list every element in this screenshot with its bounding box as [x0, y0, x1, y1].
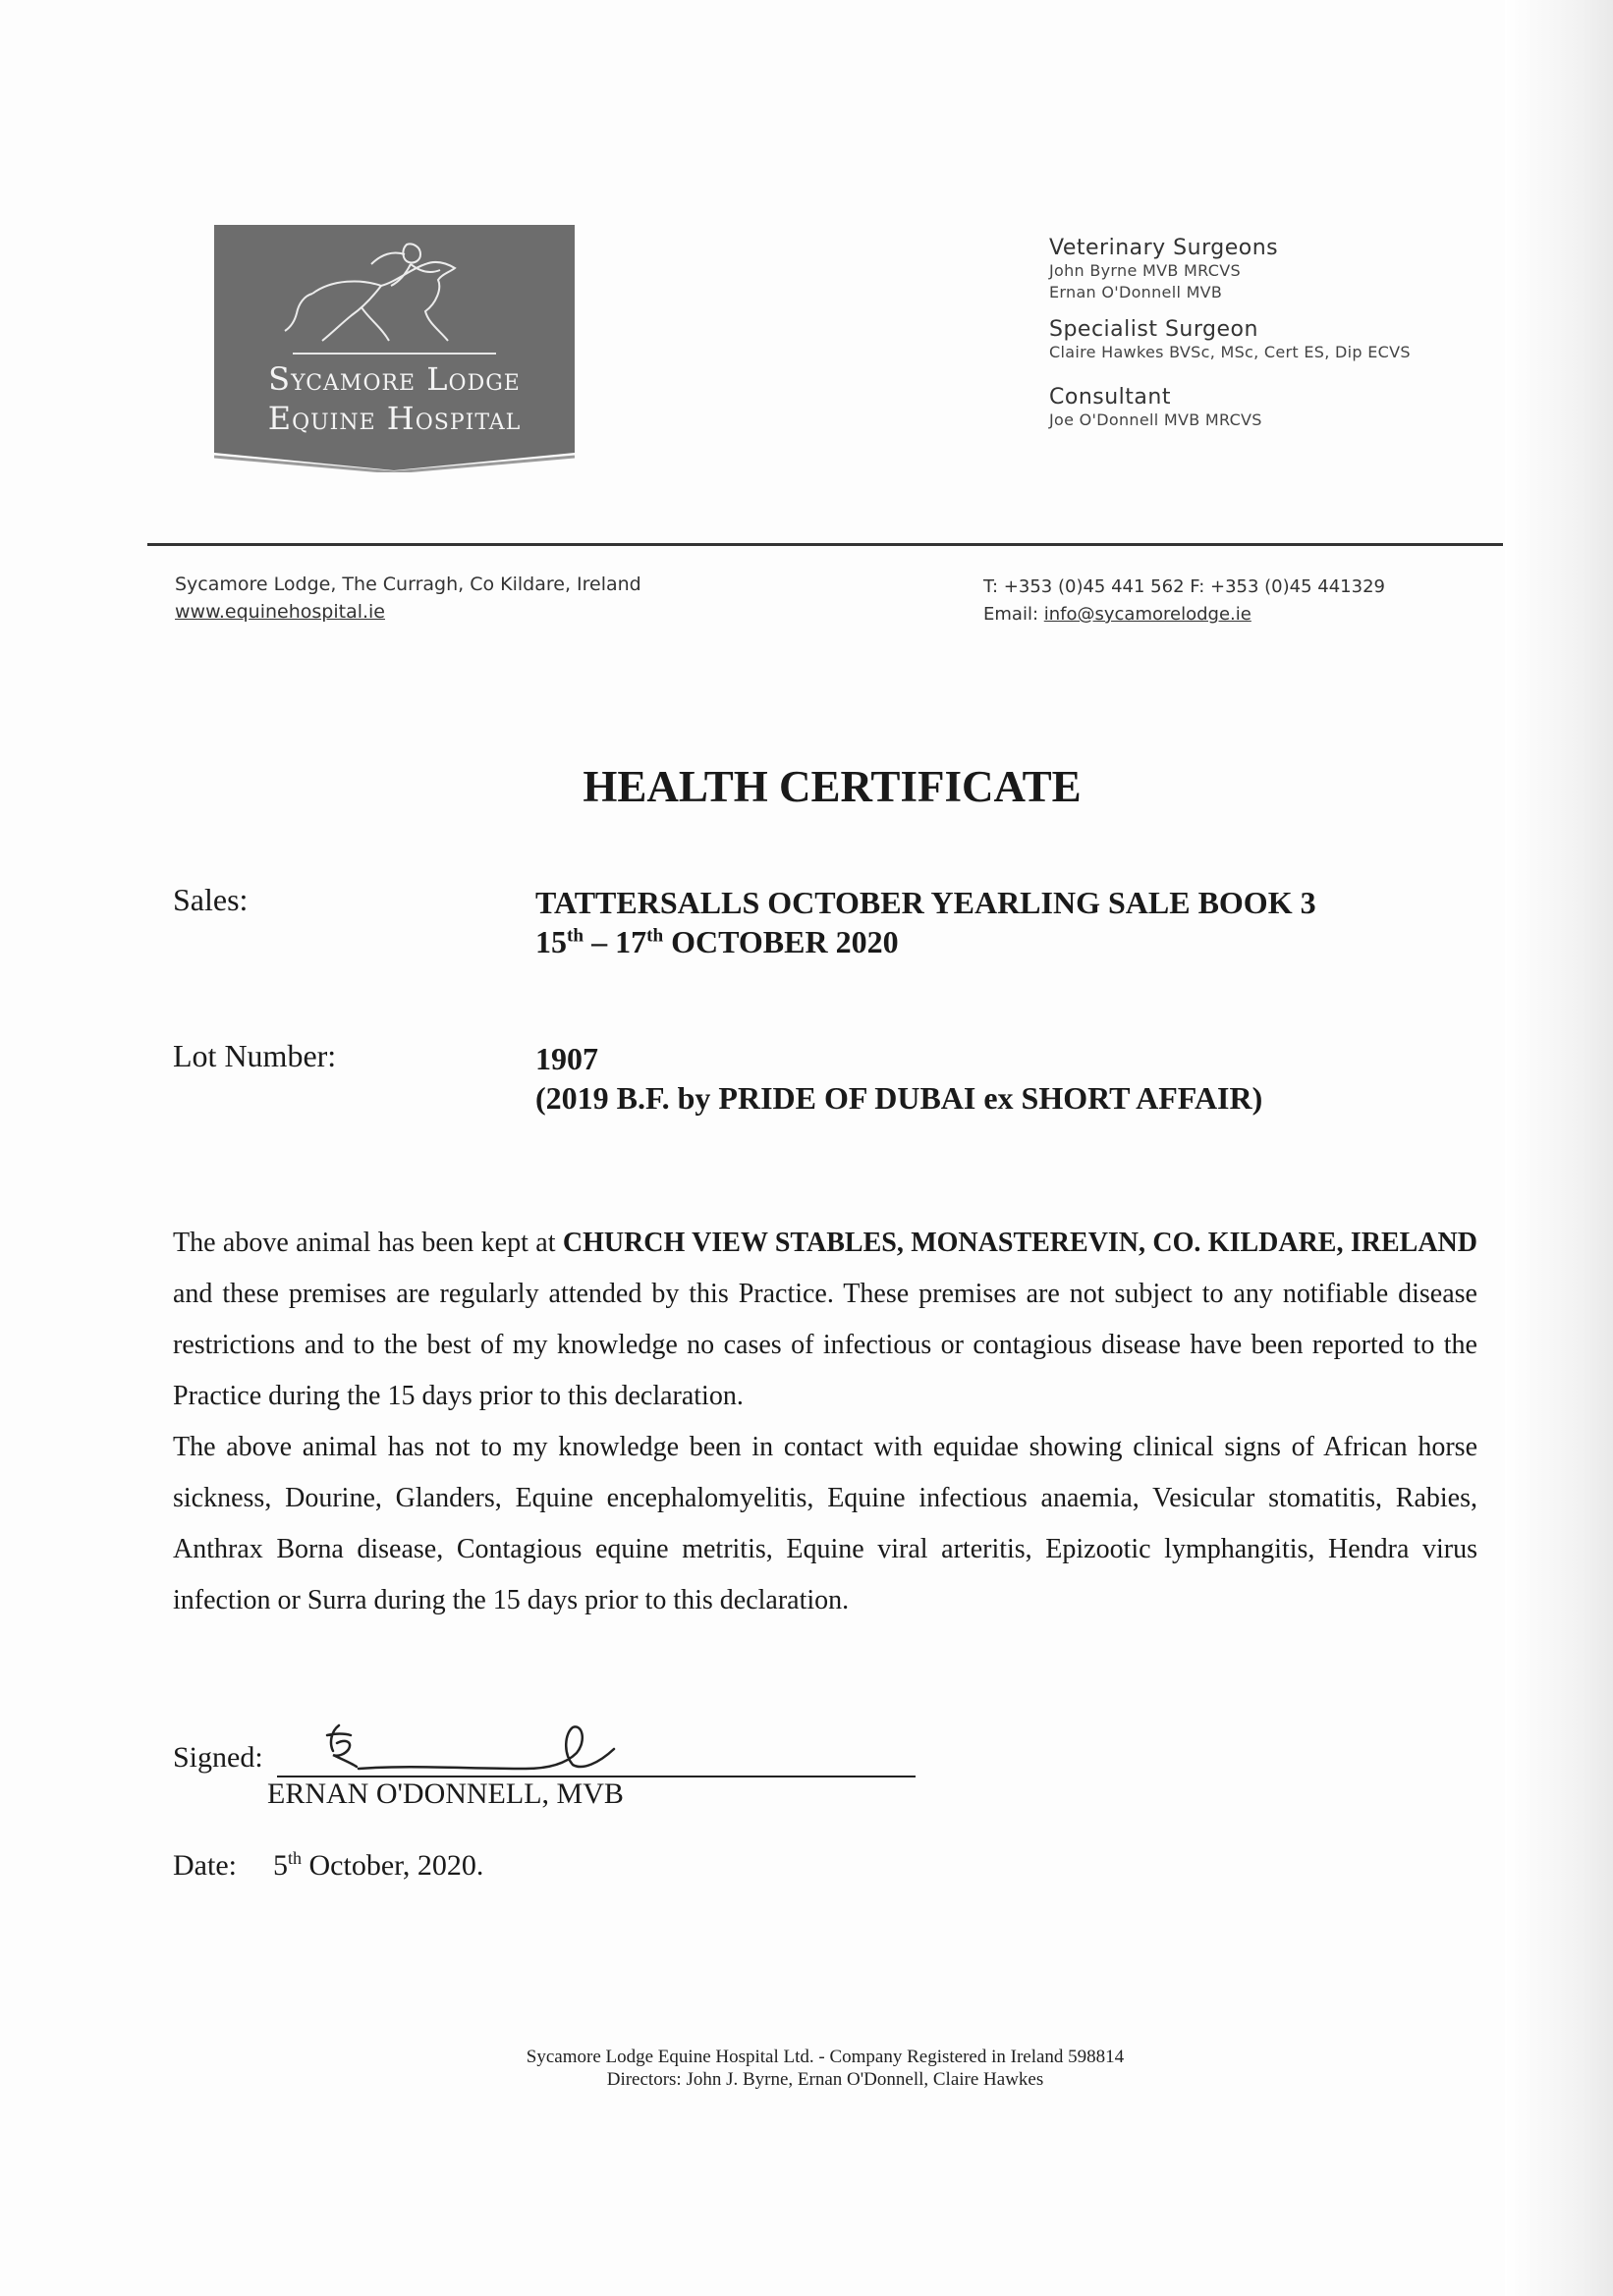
lot-description: (2019 B.F. by PRIDE OF DUBAI ex SHORT AFFAIR): [535, 1080, 1263, 1116]
veterinary-surgeons-group: [1049, 236, 1411, 303]
lot-value: [535, 1039, 1262, 1118]
email-link[interactable]: info@sycamorelodge.ie: [1043, 604, 1251, 625]
specialist-name: Claire Hawkes BVSc, MSc, Cert ES, Dip ECVS: [1049, 343, 1411, 361]
premises-name: CHURCH VIEW STABLES, MONASTEREVIN, CO. KILDARE, IRELAND: [562, 1228, 1477, 1258]
veterinary-heading: Veterinary Surgeons: [1049, 236, 1279, 260]
signed-label: Signed:: [173, 1741, 263, 1774]
sales-name: TATTERSALLS OCTOBER YEARLING SALE BOOK 3: [535, 885, 1316, 920]
sales-date-start: 15: [535, 924, 567, 959]
address-block: [175, 571, 641, 626]
specialist-heading: Specialist Surgeon: [1049, 317, 1258, 342]
date-label: Date:: [173, 1849, 237, 1882]
consultant-group: [1049, 385, 1411, 431]
consultant-name: Joe O'Donnell MVB MRCVS: [1049, 410, 1262, 429]
sales-label: Sales:: [173, 882, 249, 917]
para1-end: and these premises are regularly attended by this Practice. These premises are not subject to any notifiable disease restrictions and to the best of my knowledge no cases of infectious or contagious disease have been reported to the Practice during the 15 days prior to this declaration.: [173, 1279, 1477, 1411]
hospital-logo: [214, 225, 575, 472]
email-line: [983, 601, 1385, 629]
lot-label: Lot Number:: [173, 1038, 337, 1073]
postal-address: Sycamore Lodge, The Curragh, Co Kildare, Ireland: [175, 574, 641, 595]
contact-block: [983, 574, 1385, 629]
footer-directors: Directors: John J. Byrne, Ernan O'Donnell, Claire Hawkes: [606, 2069, 1044, 2090]
logo-text-line1: Sycamore Lodge: [268, 360, 521, 398]
date-day: 5: [273, 1849, 288, 1882]
staff-list: [1049, 236, 1411, 445]
vet-name: Ernan O'Donnell MVB: [1049, 283, 1223, 301]
company-footer: [334, 2046, 1316, 2091]
consultant-heading: Consultant: [1049, 385, 1171, 410]
specialist-group: [1049, 317, 1411, 363]
declaration-text: [173, 1218, 1477, 1626]
date-rest: October, 2020.: [302, 1849, 484, 1882]
phone-fax: T: +353 (0)45 441 562 F: +353 (0)45 441329: [983, 576, 1385, 597]
declaration-paragraph-1: [173, 1218, 1477, 1422]
vet-name: John Byrne MVB MRCVS: [1049, 261, 1241, 280]
logo-text-line2: Equine Hospital: [267, 400, 522, 437]
sales-date-end-suffix: th: [646, 925, 664, 947]
sales-date-start-suffix: th: [567, 925, 584, 947]
certificate-title: HEALTH CERTIFICATE: [583, 762, 1082, 811]
website-link[interactable]: www.equinehospital.ie: [175, 601, 386, 623]
footer-registration: Sycamore Lodge Equine Hospital Ltd. - Company Registered in Ireland 598814: [526, 2047, 1125, 2067]
sales-value: [535, 883, 1316, 961]
date-value: [273, 1849, 483, 1883]
handwritten-signature: [319, 1714, 643, 1782]
sales-date-sep: – 17: [584, 924, 647, 959]
date-suffix: th: [288, 1848, 303, 1868]
lot-number: 1907: [535, 1041, 598, 1076]
sales-date-rest: OCTOBER 2020: [663, 924, 899, 959]
signer-name: ERNAN O'DONNELL, MVB: [267, 1777, 624, 1810]
scan-edge-shadow: [1505, 0, 1613, 2296]
email-label: Email:: [983, 604, 1044, 625]
header-divider: [147, 543, 1503, 546]
sales-dates: [535, 922, 1316, 961]
declaration-paragraph-2: The above animal has not to my knowledge been in contact with equidae showing clinical signs of African horse sickness, Dourine, Glanders, Equine encephalomyelitis, Equine infectious anaemia, Vesicular stomatitis, Rabies, Anthrax Borna disease, Contagious equine metritis, Equine viral arteritis, Epizootic lymphangitis, Hendra virus infection or Surra during the 15 days prior to this declaration.: [173, 1432, 1477, 1615]
para1-start: The above animal has been kept at: [173, 1228, 563, 1258]
